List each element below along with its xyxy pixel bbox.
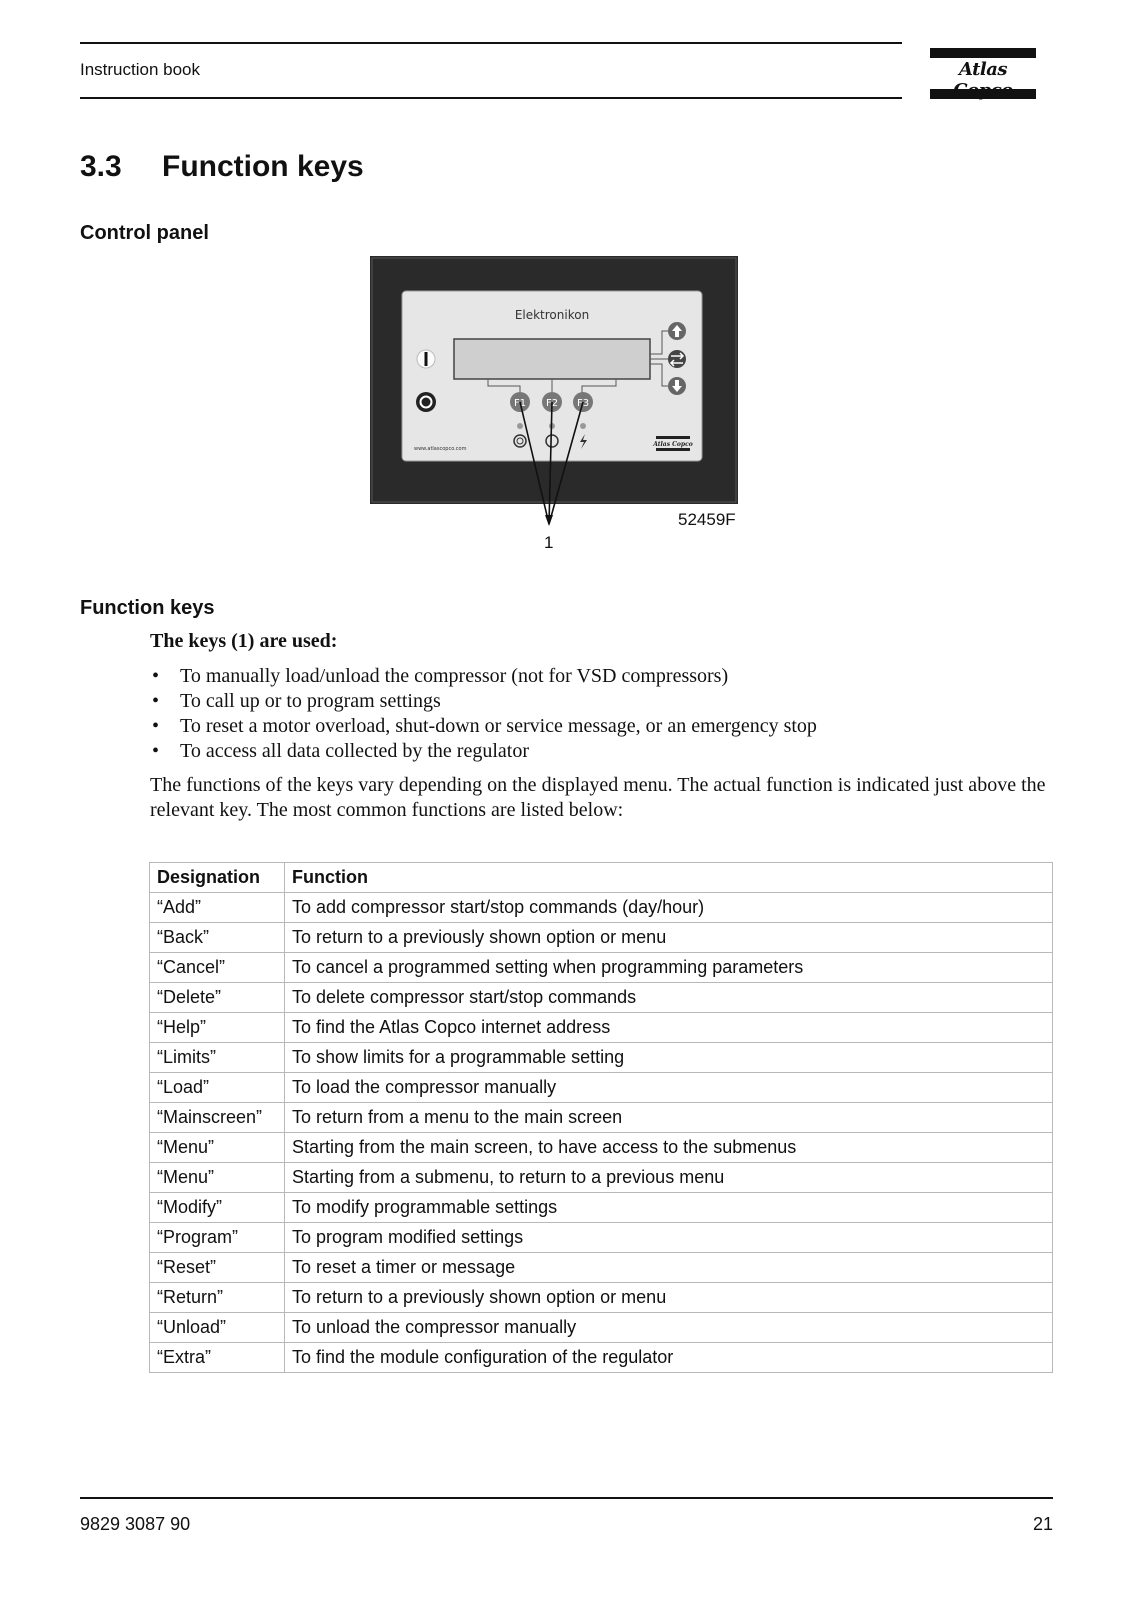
table-row <box>150 983 1053 1013</box>
table-cell-designation: “Mainscreen” <box>150 1103 285 1133</box>
start-key-icon[interactable] <box>417 350 435 368</box>
function-keys-paragraph: The functions of the keys vary depending on the displayed menu. The actual function is indicated just above the relevant key. The most common functions are listed below: <box>150 774 1046 821</box>
table-row <box>150 1163 1053 1193</box>
control-panel-figure <box>370 256 770 566</box>
bullet-item: • To access all data collected by the regulator <box>152 740 529 762</box>
tab-icon[interactable] <box>668 350 686 368</box>
stop-key-icon[interactable] <box>416 392 436 412</box>
table-row <box>150 1283 1053 1313</box>
f3-label: F3 <box>576 398 590 409</box>
table-cell-function: To cancel a programmed setting when programming parameters <box>285 953 1053 983</box>
table-row <box>150 923 1053 953</box>
table-row <box>150 1313 1053 1343</box>
table-header-row <box>150 863 1053 893</box>
table-row <box>150 1343 1053 1373</box>
table-cell-function: Starting from a submenu, to return to a previous menu <box>285 1163 1053 1193</box>
table-cell-function: To unload the compressor manually <box>285 1313 1053 1343</box>
table-cell-designation: “Limits” <box>150 1043 285 1073</box>
table-row <box>150 1223 1053 1253</box>
function-keys-intro: The keys (1) are used: <box>150 630 338 652</box>
table-cell-designation: “Load” <box>150 1073 285 1103</box>
function-keys-heading: Function keys <box>80 597 215 619</box>
logo-bar-top <box>930 48 1036 58</box>
atlas-copco-logo <box>930 48 1036 100</box>
bullet-item: • To reset a motor overload, shut-down or service message, or an emergency stop <box>152 715 817 737</box>
panel-brand: Elektronikon <box>514 308 590 322</box>
header-rule-bottom <box>80 97 902 99</box>
panel-logo: Atlas Copco <box>653 441 693 448</box>
section-number: 3.3 <box>80 150 122 183</box>
footer-page-number: 21 <box>1032 1514 1053 1534</box>
table-cell-function: To delete compressor start/stop commands <box>285 983 1053 1013</box>
section-title <box>80 150 364 184</box>
table-cell-function: To return to a previously shown option or menu <box>285 1283 1053 1313</box>
table-cell-function: To find the module configuration of the regulator <box>285 1343 1053 1373</box>
panel-display <box>454 339 650 379</box>
table-row <box>150 1073 1053 1103</box>
table-cell-function: To return from a menu to the main screen <box>285 1103 1053 1133</box>
table-cell-designation: “Program” <box>150 1223 285 1253</box>
table-cell-designation: “Cancel” <box>150 953 285 983</box>
table-row <box>150 1133 1053 1163</box>
table-row <box>150 1103 1053 1133</box>
header-title: Instruction book <box>80 60 201 79</box>
table-cell-function: To modify programmable settings <box>285 1193 1053 1223</box>
table-header-function: Function <box>285 863 1053 893</box>
table-cell-function: To return to a previously shown option or menu <box>285 923 1053 953</box>
table-cell-designation: “Help” <box>150 1013 285 1043</box>
figure-callout: 1 <box>544 533 554 552</box>
header-rule-top <box>80 42 902 44</box>
table-row <box>150 893 1053 923</box>
table-row <box>150 1253 1053 1283</box>
bullet-item: • To call up or to program settings <box>152 690 441 712</box>
panel-website: www.atlascopco.com <box>414 446 467 452</box>
table-row <box>150 1013 1053 1043</box>
bullet-item: • To manually load/unload the compressor (not for VSD compressors) <box>152 665 729 687</box>
table-row <box>150 1043 1053 1073</box>
f2-label: F2 <box>545 398 559 409</box>
f1-label: F1 <box>513 398 527 409</box>
table-cell-function: To reset a timer or message <box>285 1253 1053 1283</box>
table-cell-designation: “Back” <box>150 923 285 953</box>
footer-rule <box>80 1497 1053 1499</box>
arrow-down-icon[interactable] <box>668 377 686 395</box>
footer-doc-number: 9829 3087 90 <box>80 1514 191 1534</box>
table-cell-designation: “Menu” <box>150 1133 285 1163</box>
table-cell-designation: “Add” <box>150 893 285 923</box>
table-cell-designation: “Delete” <box>150 983 285 1013</box>
table-cell-function: Starting from the main screen, to have access to the submenus <box>285 1133 1053 1163</box>
table-row <box>150 1193 1053 1223</box>
logo-text: Atlas <box>958 59 1008 80</box>
section-title-text: Function keys <box>162 150 364 183</box>
table-cell-function: To add compressor start/stop commands (day/hour) <box>285 893 1053 923</box>
table-cell-function: To program modified settings <box>285 1223 1053 1253</box>
table-cell-designation: “Modify” <box>150 1193 285 1223</box>
table-cell-designation: “Menu” <box>150 1163 285 1193</box>
table-cell-function: To show limits for a programmable setting <box>285 1043 1053 1073</box>
logo-bar-bottom <box>930 89 1036 99</box>
table-header-designation: Designation <box>150 863 285 893</box>
figure-number: 52459F <box>678 510 736 529</box>
table-cell-function: To load the compressor manually <box>285 1073 1053 1103</box>
table-cell-function: To find the Atlas Copco internet address <box>285 1013 1053 1043</box>
control-panel-heading: Control panel <box>80 222 209 244</box>
function-keys-bullets <box>150 664 817 764</box>
table-cell-designation: “Unload” <box>150 1313 285 1343</box>
arrow-up-icon[interactable] <box>668 322 686 340</box>
table-cell-designation: “Extra” <box>150 1343 285 1373</box>
table-cell-designation: “Reset” <box>150 1253 285 1283</box>
table-cell-designation: “Return” <box>150 1283 285 1313</box>
function-keys-table <box>149 862 1053 1373</box>
table-row <box>150 953 1053 983</box>
